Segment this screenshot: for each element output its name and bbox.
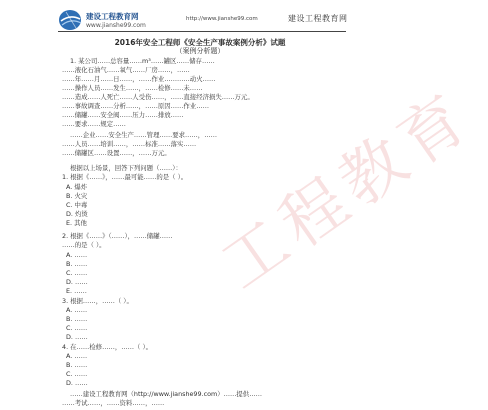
q3-option: B. ……: [66, 315, 88, 323]
paragraph-line: ……造成……人死亡……人受伤……，……直接经济损失……万元。: [62, 93, 254, 101]
paragraph-line: ……液化石油气……氧气……厂房……，……: [62, 66, 190, 74]
header-url[interactable]: http://www.jianshe99.com: [186, 16, 258, 22]
header-rule: [58, 31, 346, 32]
paragraph-line: ……要求……规定……: [62, 120, 126, 128]
globe-icon: [58, 8, 84, 32]
paragraph-line: ……操作人员……发生……，……检修……未……: [62, 84, 203, 92]
q1-option: D. 灼烫: [66, 210, 88, 218]
q1-option: E. 其他: [66, 219, 87, 227]
question-2: ……的是（ ）。: [62, 241, 106, 249]
q4-option: D. ……: [66, 379, 88, 387]
q3-option: D. ……: [66, 333, 88, 341]
document-title: 2016年安全工程师《安全生产事故案例分析》试题: [114, 38, 286, 47]
footer-paragraph: ……建设工程教育网（http://www.jianshe99.com）……提供……: [70, 390, 262, 398]
watermark: 工程教育: [208, 78, 487, 304]
q2-option: C. ……: [66, 269, 88, 277]
logo-name: 建设工程教育网: [86, 12, 139, 21]
question-3: 3. 根据……，……（ ）。: [62, 297, 133, 305]
question-4: 4. 在……检修……，……（ ）。: [62, 343, 153, 351]
paragraph-line: ……储罐……安全阀……压力……排放……: [62, 111, 184, 119]
q3-option: C. ……: [66, 324, 88, 332]
question-2: 2. 根据《……》（……），……储罐……: [62, 232, 173, 240]
question-1: 1. 根据《……》，……最可能……的是（ ）。: [62, 173, 188, 181]
paragraph-line: ……储罐区……设置……，……万元。: [62, 149, 171, 157]
footer-paragraph: ……考试……，……资料……，……: [62, 399, 165, 407]
paragraph-line: ……事故调查……分析……，……原因……作业……: [62, 102, 209, 110]
q4-option: C. ……: [66, 370, 88, 378]
q1-option: A. 爆炸: [66, 183, 88, 191]
q2-option: B. ……: [66, 260, 88, 268]
paragraph-line: ……年……月……日……，……作业…………动火……: [62, 75, 216, 83]
paragraph-line: 1. 某公司……总容量……m³……罐区……储存……: [70, 57, 215, 65]
q4-option: A. ……: [66, 352, 88, 360]
q4-option: B. ……: [66, 361, 88, 369]
q1-option: C. 中毒: [66, 201, 88, 209]
header-brand: 建设工程教育网: [288, 14, 348, 23]
paragraph-line: ……人员……培训……，……标准……落实……: [62, 140, 197, 148]
paragraph-line: ……企业……安全生产……管理……要求……，……: [70, 131, 217, 139]
paragraph-line: 根据以上场景，回答下列问题（……）：: [70, 164, 182, 172]
q2-option: D. ……: [66, 278, 88, 286]
q2-option: E. ……: [66, 287, 87, 295]
document-subtitle: （案例分析题）: [175, 47, 225, 55]
logo-url: www.jianshe99.com: [86, 22, 146, 29]
q1-option: B. 火灾: [66, 192, 88, 200]
q2-option: A. ……: [66, 251, 88, 259]
q3-option: A. ……: [66, 306, 88, 314]
